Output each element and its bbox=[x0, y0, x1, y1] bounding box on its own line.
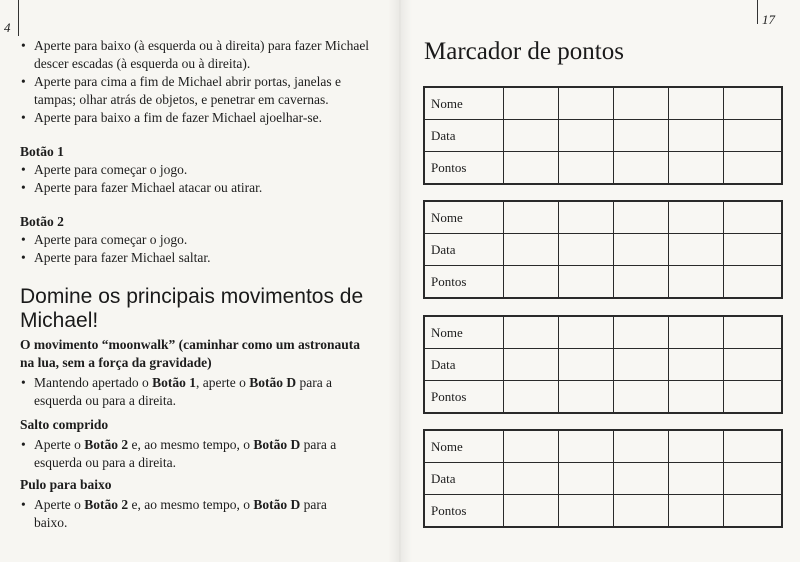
row-label-data: Data bbox=[425, 234, 504, 266]
score-cell[interactable] bbox=[669, 463, 724, 495]
table-row bbox=[425, 152, 782, 184]
score-table-1 bbox=[424, 87, 782, 184]
score-cell[interactable] bbox=[504, 120, 559, 152]
list-item: • Aperte o Botão 2 e, ao mesmo tempo, o Botão D para a esquerda ou para a direita. bbox=[20, 436, 355, 472]
score-cell[interactable] bbox=[504, 88, 559, 120]
botao2-bullet-list bbox=[20, 231, 370, 267]
moonwalk-heading: O movimento “moonwalk” (caminhar como um astronauta na lua, sem a força da gravidade) bbox=[20, 337, 360, 370]
score-cell[interactable] bbox=[724, 120, 782, 152]
score-cell[interactable] bbox=[559, 266, 614, 298]
score-cell[interactable] bbox=[669, 234, 724, 266]
section-title: Domine os principais movimentos de Michael! bbox=[20, 285, 364, 332]
list-item: • Aperte para baixo a fim de fazer Michael ajoelhar-se. bbox=[20, 109, 370, 127]
score-cell[interactable] bbox=[614, 495, 669, 527]
score-cell[interactable] bbox=[504, 431, 559, 463]
page-edge-rule-left bbox=[18, 0, 19, 36]
salto-bullet-list bbox=[20, 436, 355, 472]
intro-bullet-list bbox=[20, 37, 370, 127]
row-label-data: Data bbox=[425, 463, 504, 495]
pulo-bullet-list bbox=[20, 496, 355, 532]
score-cell[interactable] bbox=[504, 202, 559, 234]
list-item: • Aperte para começar o jogo. bbox=[20, 231, 370, 249]
score-cell[interactable] bbox=[504, 152, 559, 184]
score-cell[interactable] bbox=[559, 381, 614, 413]
table-row bbox=[425, 120, 782, 152]
botao1-bullet-list bbox=[20, 161, 370, 197]
page-number-right: 17 bbox=[762, 12, 775, 27]
page-edge-rule-right bbox=[757, 0, 758, 24]
table-row bbox=[425, 202, 782, 234]
score-cell[interactable] bbox=[614, 317, 669, 349]
row-label-nome: Nome bbox=[425, 202, 504, 234]
table-row bbox=[425, 495, 782, 527]
score-cell[interactable] bbox=[559, 202, 614, 234]
list-item: • Aperte o Botão 2 e, ao mesmo tempo, o Botão D para baixo. bbox=[20, 496, 355, 532]
list-item: • Aperte para baixo (à esquerda ou à direita) para fazer Michael descer escadas (à esquerda ou à direita). bbox=[20, 37, 370, 73]
score-cell[interactable] bbox=[559, 431, 614, 463]
score-cell[interactable] bbox=[669, 431, 724, 463]
table-row bbox=[425, 463, 782, 495]
row-label-pontos: Pontos bbox=[425, 495, 504, 527]
row-label-data: Data bbox=[425, 349, 504, 381]
score-cell[interactable] bbox=[669, 88, 724, 120]
score-cell[interactable] bbox=[504, 463, 559, 495]
row-label-data: Data bbox=[425, 120, 504, 152]
score-cell[interactable] bbox=[724, 349, 782, 381]
score-cell[interactable] bbox=[724, 463, 782, 495]
score-cell[interactable] bbox=[669, 381, 724, 413]
score-cell[interactable] bbox=[669, 202, 724, 234]
score-cell[interactable] bbox=[724, 202, 782, 234]
row-label-nome: Nome bbox=[425, 431, 504, 463]
score-cell[interactable] bbox=[504, 381, 559, 413]
moonwalk-bullet-list bbox=[20, 374, 355, 410]
score-cell[interactable] bbox=[614, 349, 669, 381]
list-item: • Mantendo apertado o Botão 1, aperte o Botão D para a esquerda ou para a direita. bbox=[20, 374, 355, 410]
score-cell[interactable] bbox=[559, 120, 614, 152]
scoreboard-title: Marcador de pontos bbox=[424, 38, 624, 65]
score-cell[interactable] bbox=[559, 463, 614, 495]
score-cell[interactable] bbox=[669, 317, 724, 349]
score-cell[interactable] bbox=[504, 495, 559, 527]
row-label-nome: Nome bbox=[425, 317, 504, 349]
list-item: • Aperte para fazer Michael atacar ou atirar. bbox=[20, 179, 370, 197]
table-row bbox=[425, 349, 782, 381]
score-cell[interactable] bbox=[559, 495, 614, 527]
score-cell[interactable] bbox=[724, 317, 782, 349]
score-cell[interactable] bbox=[559, 349, 614, 381]
score-cell[interactable] bbox=[724, 266, 782, 298]
score-table-4 bbox=[424, 430, 782, 527]
score-cell[interactable] bbox=[724, 431, 782, 463]
score-cell[interactable] bbox=[504, 234, 559, 266]
score-cell[interactable] bbox=[669, 120, 724, 152]
row-label-nome: Nome bbox=[425, 88, 504, 120]
table-row bbox=[425, 381, 782, 413]
score-cell[interactable] bbox=[724, 495, 782, 527]
table-row bbox=[425, 317, 782, 349]
score-cell[interactable] bbox=[614, 152, 669, 184]
pulo-heading: Pulo para baixo bbox=[20, 477, 112, 492]
score-table-3 bbox=[424, 316, 782, 413]
book-gutter bbox=[388, 0, 412, 562]
score-cell[interactable] bbox=[614, 463, 669, 495]
score-cell[interactable] bbox=[614, 431, 669, 463]
score-cell[interactable] bbox=[504, 266, 559, 298]
score-cell[interactable] bbox=[724, 152, 782, 184]
score-cell[interactable] bbox=[669, 349, 724, 381]
score-cell[interactable] bbox=[669, 152, 724, 184]
table-row bbox=[425, 234, 782, 266]
score-cell[interactable] bbox=[724, 381, 782, 413]
botao1-heading: Botão 1 bbox=[20, 144, 64, 159]
salto-heading: Salto comprido bbox=[20, 417, 109, 432]
score-cell[interactable] bbox=[614, 202, 669, 234]
score-cell[interactable] bbox=[614, 234, 669, 266]
score-cell[interactable] bbox=[614, 120, 669, 152]
table-row bbox=[425, 431, 782, 463]
score-cell[interactable] bbox=[504, 317, 559, 349]
row-label-pontos: Pontos bbox=[425, 266, 504, 298]
list-item: • Aperte para começar o jogo. bbox=[20, 161, 370, 179]
list-item: • Aperte para cima a fim de Michael abrir portas, janelas e tampas; olhar atrás de objetos, e penetrar em cavernas. bbox=[20, 73, 370, 109]
score-cell[interactable] bbox=[669, 495, 724, 527]
row-label-pontos: Pontos bbox=[425, 152, 504, 184]
list-item: • Aperte para fazer Michael saltar. bbox=[20, 249, 370, 267]
score-cell[interactable] bbox=[614, 381, 669, 413]
botao2-heading: Botão 2 bbox=[20, 214, 64, 229]
score-cell[interactable] bbox=[559, 317, 614, 349]
score-cell[interactable] bbox=[559, 234, 614, 266]
score-cell[interactable] bbox=[724, 88, 782, 120]
score-cell[interactable] bbox=[504, 349, 559, 381]
score-cell[interactable] bbox=[559, 88, 614, 120]
page-number-left: 4 bbox=[4, 20, 11, 35]
score-cell[interactable] bbox=[614, 88, 669, 120]
row-label-pontos: Pontos bbox=[425, 381, 504, 413]
table-row bbox=[425, 88, 782, 120]
score-table-2 bbox=[424, 201, 782, 298]
score-cell[interactable] bbox=[614, 266, 669, 298]
score-cell[interactable] bbox=[559, 152, 614, 184]
score-cell[interactable] bbox=[724, 234, 782, 266]
score-cell[interactable] bbox=[669, 266, 724, 298]
table-row bbox=[425, 266, 782, 298]
